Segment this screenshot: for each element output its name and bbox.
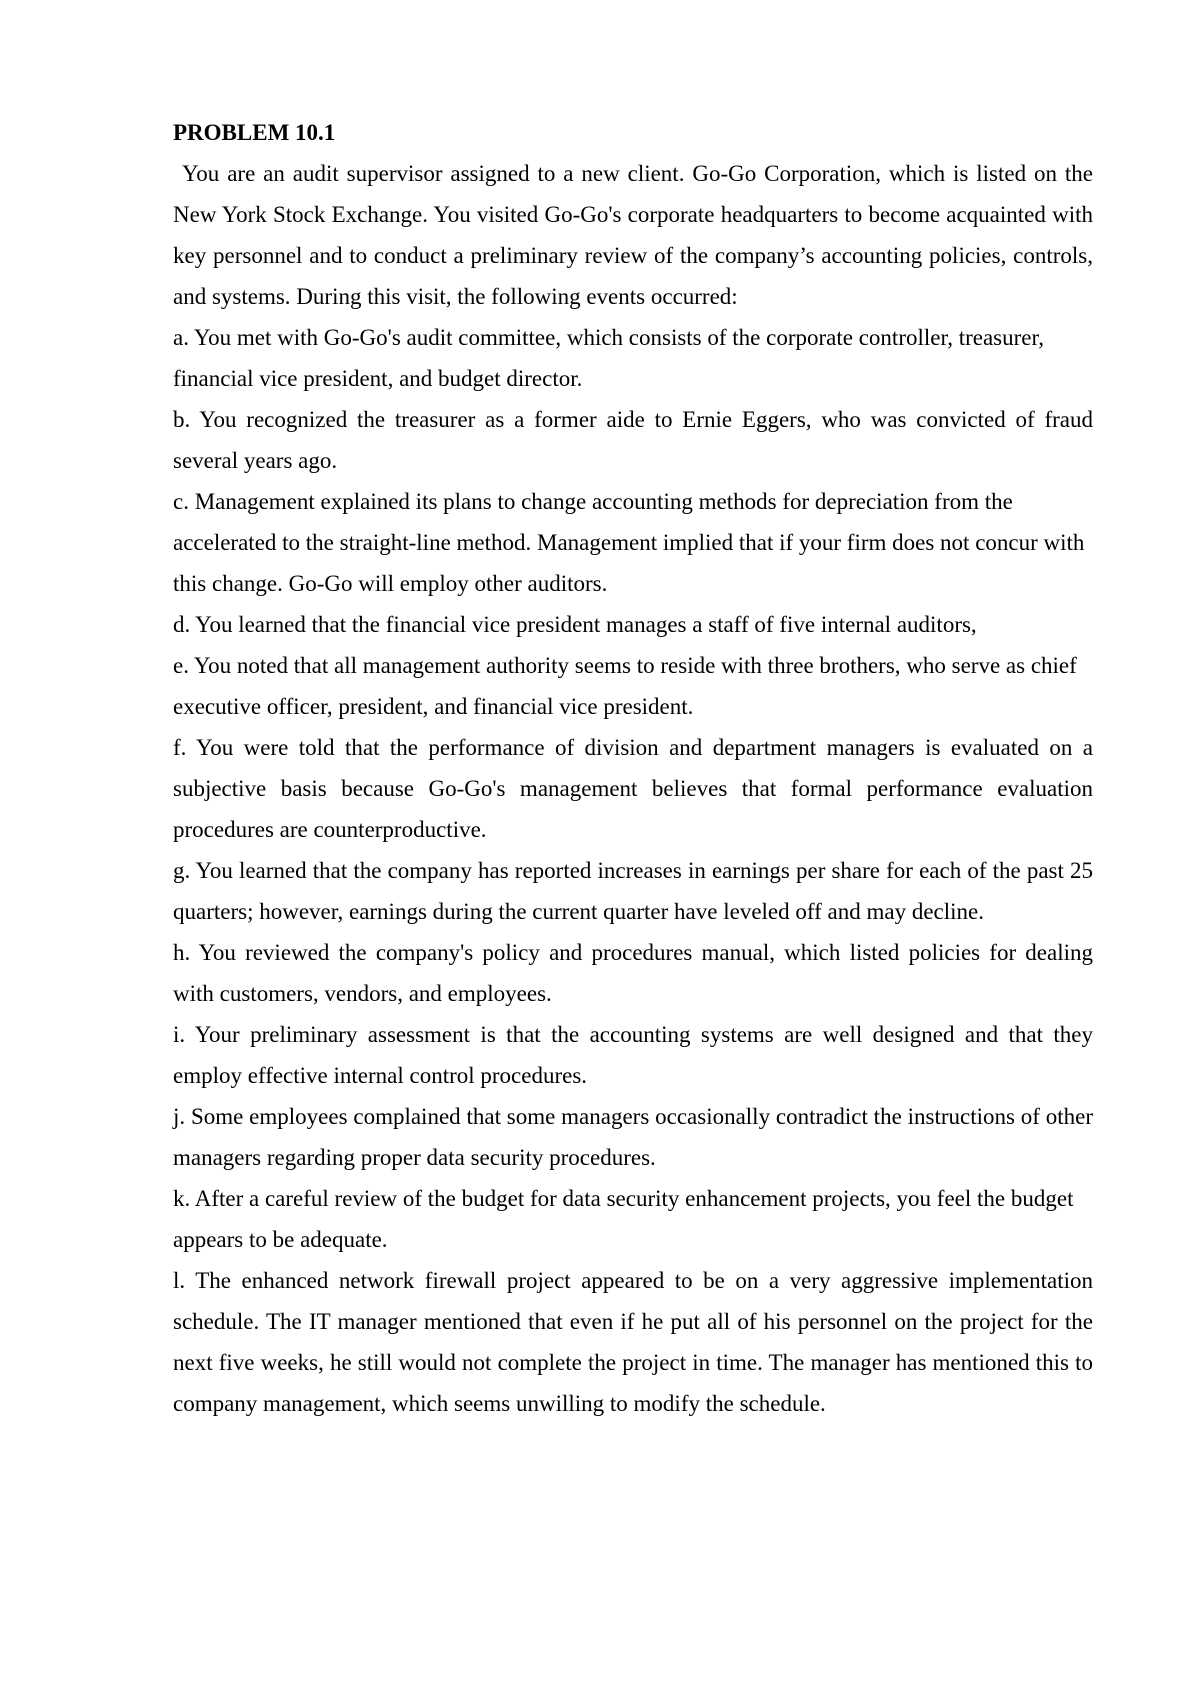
item-b: b. You recognized the treasurer as a former aide to Ernie Eggers, who was convicted of fraud several years ago. [173, 407, 1093, 473]
item-h: h. You reviewed the company's policy and procedures manual, which listed policies for dealing with customers, vendors, and employees. [173, 940, 1093, 1006]
problem-intro: You are an audit supervisor assigned to a new client. Go-Go Corporation, which is listed on the New York Stock Exchange. You visited Go-Go's corporate headquarters to become acquainted with key personnel and to conduct a preliminary review of the company’s accounting policies, controls, and systems. During this visit, the following events occurred: [173, 161, 1093, 309]
item-d: d. You learned that the financial vice president manages a staff of five internal auditors, [173, 612, 977, 637]
problem-title: PROBLEM 10.1 [173, 120, 336, 145]
item-a: a. You met with Go-Go's audit committee, which consists of the corporate controller, treasurer, financial vice president, and budget director. [173, 325, 1044, 391]
item-i: i. Your preliminary assessment is that the accounting systems are well designed and that they employ effective internal control procedures. [173, 1022, 1093, 1088]
item-j: j. Some employees complained that some managers occasionally contradict the instructions of other managers regarding proper data security procedures. [173, 1104, 1093, 1170]
item-f: f. You were told that the performance of division and department managers is evaluated on a subjective basis because Go-Go's management believes that formal performance evaluation procedures are counterproductive. [173, 735, 1093, 842]
item-e: e. You noted that all management authority seems to reside with three brothers, who serve as chief executive officer, president, and financial vice president. [173, 653, 1077, 719]
item-k: k. After a careful review of the budget for data security enhancement projects, you feel the budget appears to be adequate. [173, 1186, 1074, 1252]
item-g: g. You learned that the company has reported increases in earnings per share for each of the past 25 quarters; however, earnings during the current quarter have leveled off and may decline. [173, 858, 1093, 924]
item-c: c. Management explained its plans to change accounting methods for depreciation from the accelerated to the straight-line method. Management implied that if your firm does not concur with this change. Go-Go will employ other auditors. [173, 489, 1085, 596]
item-l: l. The enhanced network firewall project appeared to be on a very aggressive implementation schedule. The IT manager mentioned that even if he put all of his personnel on the project for the next five weeks, he still would not complete the project in time. The manager has mentioned this to company management, which seems unwilling to modify the schedule. [173, 1268, 1093, 1416]
document-body [173, 112, 1093, 1424]
